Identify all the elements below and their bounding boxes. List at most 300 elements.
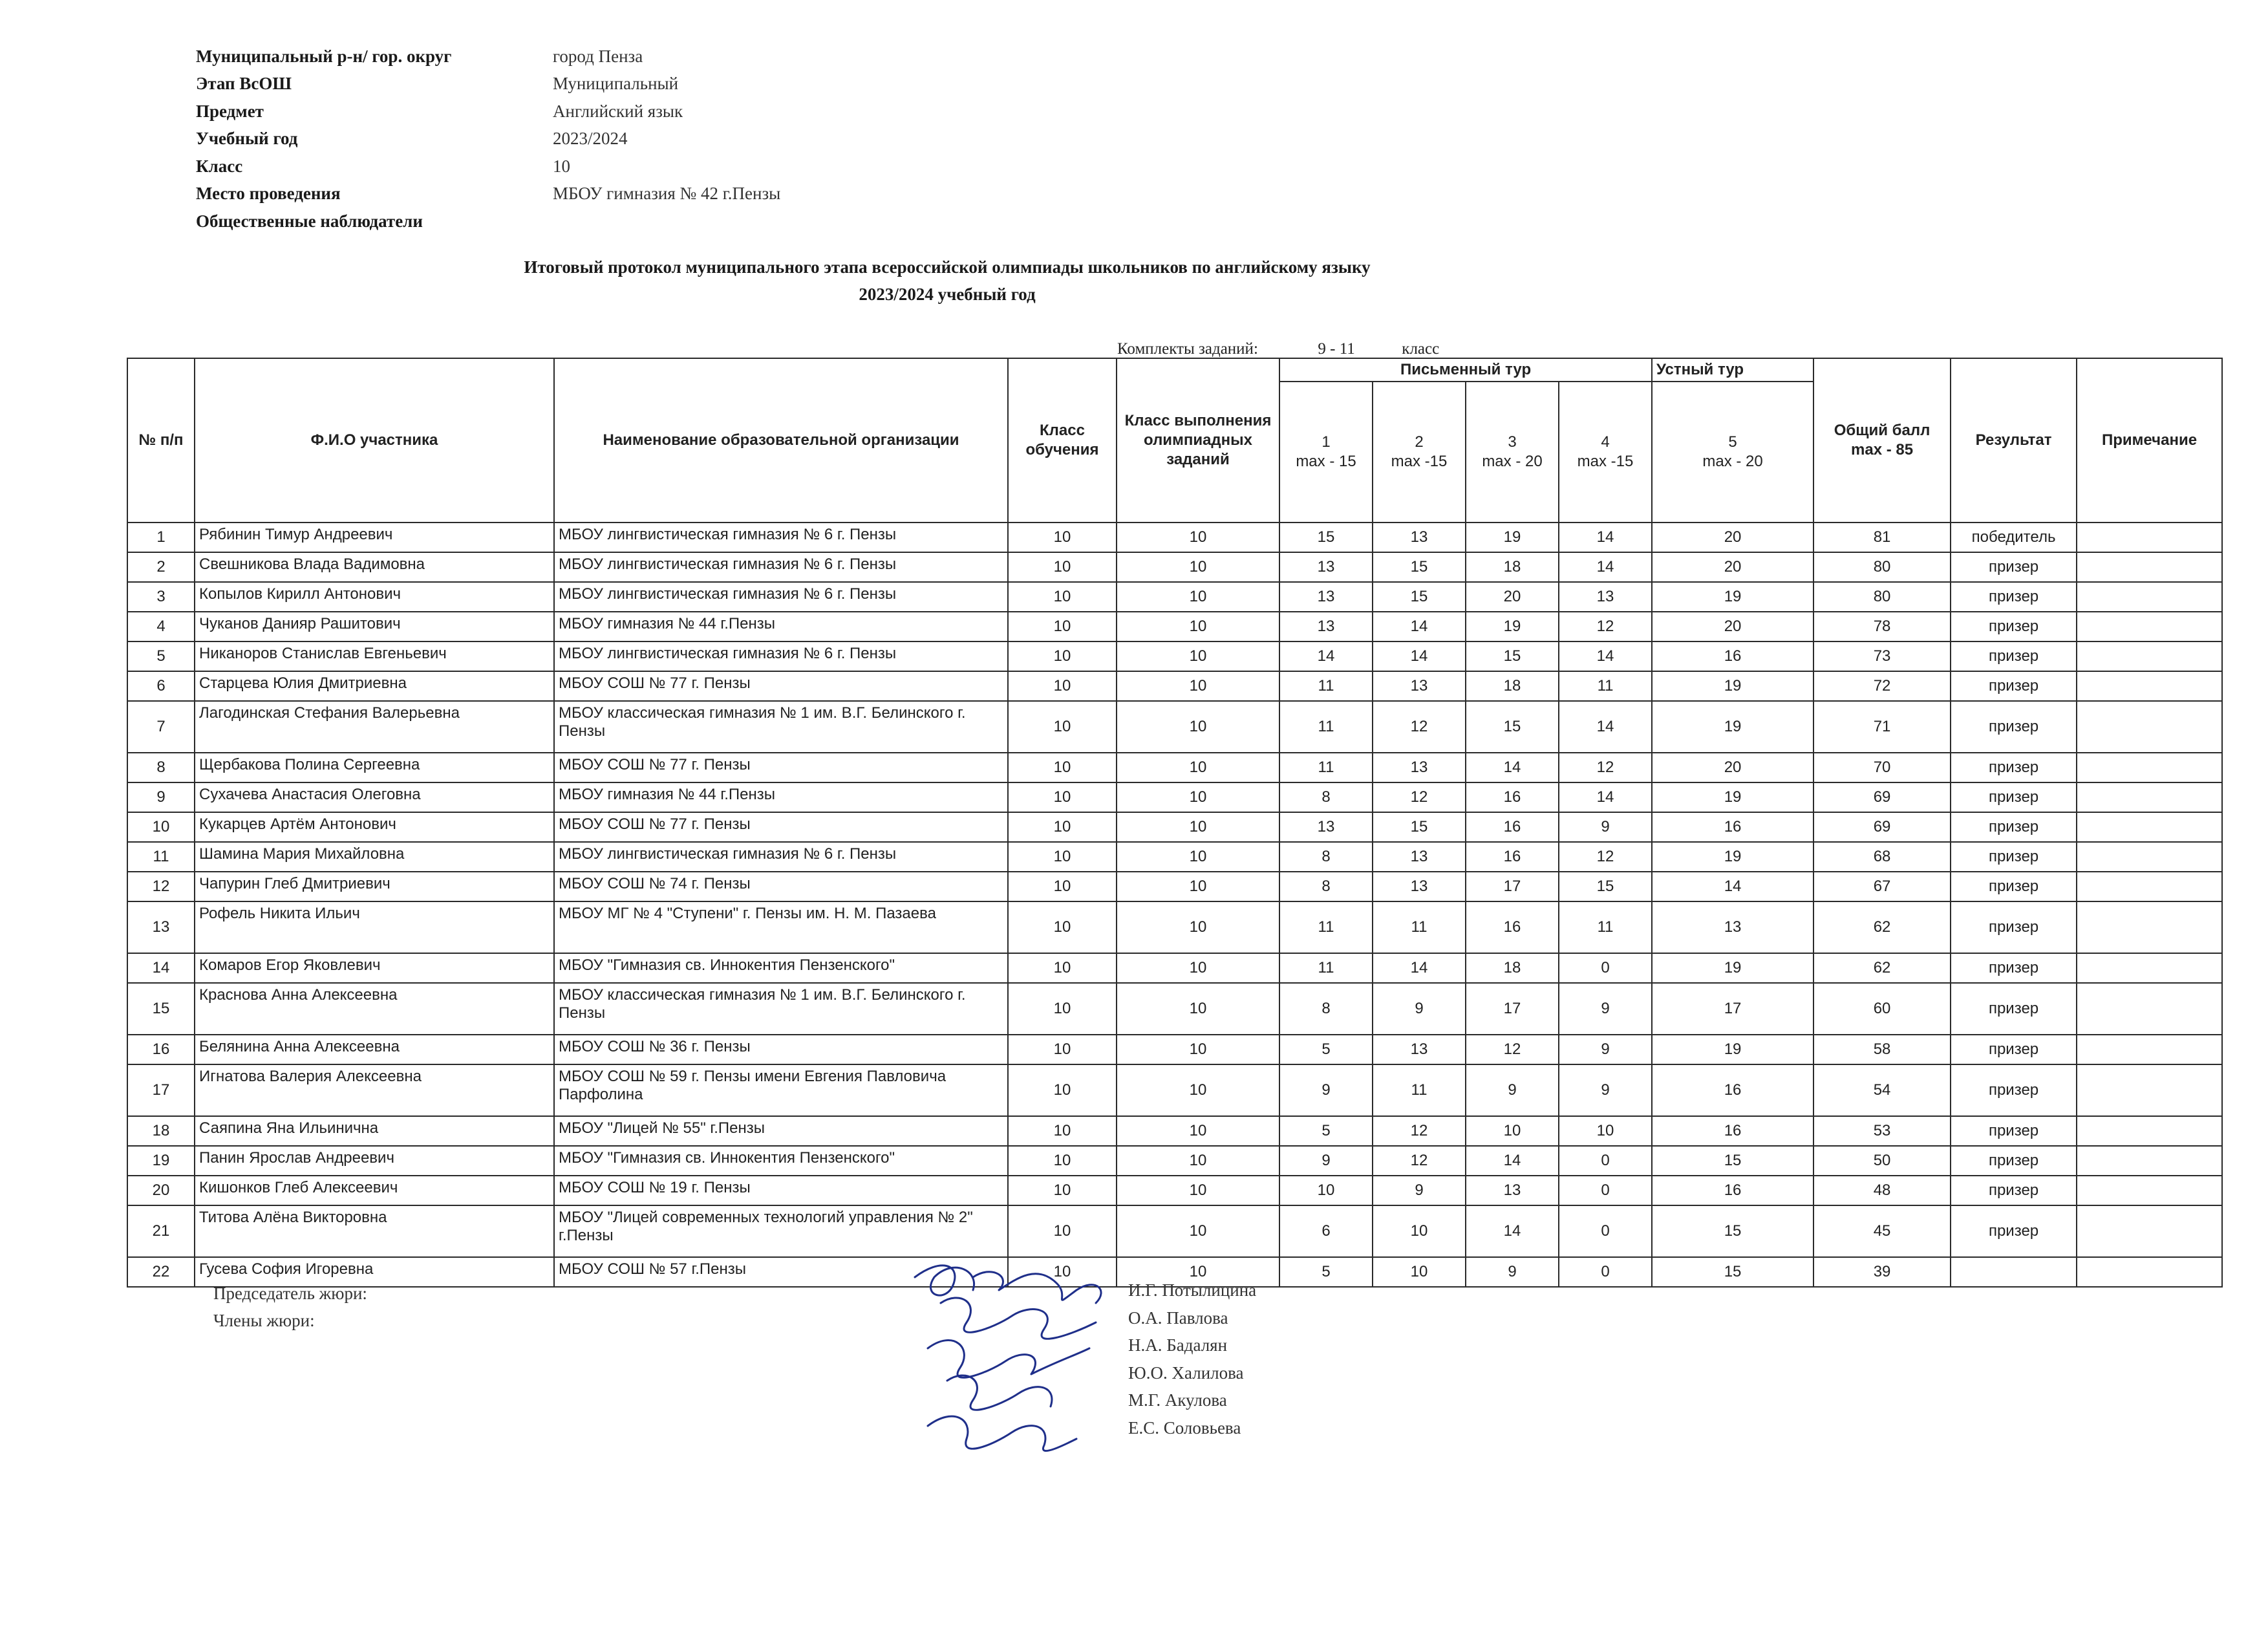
task-grade: 10 <box>1117 1064 1279 1116</box>
grade: 10 <box>1008 872 1117 901</box>
organization: МБОУ СОШ № 36 г. Пензы <box>554 1035 1008 1064</box>
score-task-3: 16 <box>1466 842 1559 872</box>
info-municipality <box>196 43 780 70</box>
score-task-3: 19 <box>1466 523 1559 552</box>
score-task-3: 16 <box>1466 901 1559 953</box>
organization: МБОУ "Лицей № 55" г.Пензы <box>554 1116 1008 1146</box>
score-task-5: 16 <box>1652 641 1813 671</box>
score-task-4: 0 <box>1559 1146 1652 1176</box>
task-grade: 10 <box>1117 1035 1279 1064</box>
task-grade: 10 <box>1117 753 1279 782</box>
grade: 10 <box>1008 1257 1117 1287</box>
score-task-4: 14 <box>1559 782 1652 812</box>
grade: 10 <box>1008 523 1117 552</box>
row-number: 8 <box>127 753 195 782</box>
jury-member: О.А. Павлова <box>1128 1308 1228 1328</box>
task-kits-label: Комплекты заданий: <box>1117 340 1258 358</box>
score-task-3: 12 <box>1466 1035 1559 1064</box>
participant-name: Щербакова Полина Сергеевна <box>195 753 554 782</box>
score-task-3: 16 <box>1466 782 1559 812</box>
score-task-4: 0 <box>1559 953 1652 983</box>
score-task-4: 15 <box>1559 872 1652 901</box>
table-row <box>127 1064 2222 1116</box>
score-task-3: 18 <box>1466 552 1559 582</box>
score-task-2: 15 <box>1373 552 1466 582</box>
info-value: Английский язык <box>553 101 683 121</box>
organization: МБОУ СОШ № 19 г. Пензы <box>554 1176 1008 1205</box>
total-score: 71 <box>1813 701 1951 753</box>
organization: МБОУ МГ № 4 "Ступени" г. Пензы им. Н. М. Пазаева <box>554 901 1008 953</box>
score-task-4: 9 <box>1559 1035 1652 1064</box>
organization: МБОУ лингвистическая гимназия № 6 г. Пензы <box>554 523 1008 552</box>
table-row <box>127 1116 2222 1146</box>
header-org: Наименование образовательной организации <box>554 358 1008 523</box>
score-task-3: 18 <box>1466 671 1559 701</box>
jury-member: Е.С. Соловьева <box>1128 1417 1241 1438</box>
table-row <box>127 1176 2222 1205</box>
participant-name: Старцева Юлия Дмитриевна <box>195 671 554 701</box>
score-task-3: 14 <box>1466 1205 1559 1257</box>
header-grade: Класс обучения <box>1008 358 1117 523</box>
total-score: 73 <box>1813 641 1951 671</box>
task-number: 4 <box>1601 433 1610 451</box>
score-task-4: 0 <box>1559 1176 1652 1205</box>
score-task-3: 10 <box>1466 1116 1559 1146</box>
task-max: max - 15 <box>1296 453 1356 470</box>
score-task-2: 15 <box>1373 582 1466 612</box>
organization: МБОУ классическая гимназия № 1 им. В.Г. Белинского г. Пензы <box>554 701 1008 753</box>
results-table <box>127 358 2223 1288</box>
header-note: Примечание <box>2077 358 2222 523</box>
score-task-5: 20 <box>1652 612 1813 641</box>
result: призер <box>1951 753 2077 782</box>
task-grade: 10 <box>1117 1205 1279 1257</box>
note <box>2077 612 2222 641</box>
header-name: Ф.И.О участника <box>195 358 554 523</box>
score-task-1: 9 <box>1279 1064 1373 1116</box>
total-score: 68 <box>1813 842 1951 872</box>
result: призер <box>1951 1035 2077 1064</box>
info-year <box>196 125 780 153</box>
note <box>2077 812 2222 842</box>
grade: 10 <box>1008 1146 1117 1176</box>
score-task-1: 8 <box>1279 782 1373 812</box>
score-task-3: 9 <box>1466 1257 1559 1287</box>
score-task-3: 9 <box>1466 1064 1559 1116</box>
task-grade: 10 <box>1117 671 1279 701</box>
result: призер <box>1951 1205 2077 1257</box>
info-label: Место проведения <box>196 184 341 204</box>
document-title: Итоговый протокол муниципального этапа всероссийской олимпиады школьников по английскому языку <box>524 257 1371 277</box>
participant-name: Кишонков Глеб Алексеевич <box>195 1176 554 1205</box>
participant-name: Лагодинская Стефания Валерьевна <box>195 701 554 753</box>
score-task-2: 13 <box>1373 872 1466 901</box>
jury-member: М.Г. Акулова <box>1128 1390 1227 1410</box>
task-number: 2 <box>1415 433 1424 451</box>
jury-list <box>1128 1280 1256 1445</box>
total-score: 62 <box>1813 901 1951 953</box>
score-task-5: 19 <box>1652 582 1813 612</box>
result: призер <box>1951 953 2077 983</box>
total-score: 48 <box>1813 1176 1951 1205</box>
score-task-3: 14 <box>1466 1146 1559 1176</box>
note <box>2077 582 2222 612</box>
note <box>2077 552 2222 582</box>
table-row <box>127 1205 2222 1257</box>
info-label: Предмет <box>196 101 264 121</box>
organization: МБОУ гимназия № 44 г.Пензы <box>554 782 1008 812</box>
total-score: 54 <box>1813 1064 1951 1116</box>
organization: МБОУ СОШ № 59 г. Пензы имени Евгения Павловича Парфолина <box>554 1064 1008 1116</box>
note <box>2077 1146 2222 1176</box>
score-task-1: 14 <box>1279 641 1373 671</box>
score-task-2: 14 <box>1373 953 1466 983</box>
participant-name: Кукарцев Артём Антонович <box>195 812 554 842</box>
result: призер <box>1951 782 2077 812</box>
score-task-5: 15 <box>1652 1257 1813 1287</box>
grade: 10 <box>1008 582 1117 612</box>
result: призер <box>1951 671 2077 701</box>
organization: МБОУ "Гимназия св. Иннокентия Пензенского" <box>554 953 1008 983</box>
info-value: МБОУ гимназия № 42 г.Пензы <box>553 184 781 204</box>
row-number: 4 <box>127 612 195 641</box>
score-task-1: 13 <box>1279 582 1373 612</box>
task-number: 1 <box>1321 433 1331 451</box>
row-number: 18 <box>127 1116 195 1146</box>
organization: МБОУ классическая гимназия № 1 им. В.Г. Белинского г. Пензы <box>554 983 1008 1035</box>
table-row <box>127 953 2222 983</box>
table-row <box>127 842 2222 872</box>
table-row <box>127 812 2222 842</box>
header-written: Письменный тур <box>1279 358 1652 382</box>
footer-labels <box>213 1284 367 1338</box>
task-max: max - 20 <box>1702 453 1763 470</box>
participant-name: Титова Алёна Викторовна <box>195 1205 554 1257</box>
task-grade: 10 <box>1117 552 1279 582</box>
score-task-5: 16 <box>1652 812 1813 842</box>
info-label: Общественные наблюдатели <box>196 211 423 231</box>
note <box>2077 901 2222 953</box>
grade: 10 <box>1008 812 1117 842</box>
result: призер <box>1951 842 2077 872</box>
header-num: № п/п <box>127 358 195 523</box>
total-score: 67 <box>1813 872 1951 901</box>
total-score: 70 <box>1813 753 1951 782</box>
score-task-5: 16 <box>1652 1116 1813 1146</box>
score-task-4: 14 <box>1559 701 1652 753</box>
participant-name: Краснова Анна Алексеевна <box>195 983 554 1035</box>
info-label: Этап ВсОШ <box>196 74 292 94</box>
task-grade: 10 <box>1117 812 1279 842</box>
score-task-5: 19 <box>1652 1035 1813 1064</box>
result <box>1951 1257 2077 1287</box>
task-grade: 10 <box>1117 1116 1279 1146</box>
grade: 10 <box>1008 901 1117 953</box>
score-task-3: 18 <box>1466 953 1559 983</box>
score-task-1: 6 <box>1279 1205 1373 1257</box>
organization: МБОУ СОШ № 77 г. Пензы <box>554 671 1008 701</box>
organization: МБОУ СОШ № 74 г. Пензы <box>554 872 1008 901</box>
task-kits-suffix: класс <box>1402 340 1440 358</box>
row-number: 21 <box>127 1205 195 1257</box>
organization: МБОУ лингвистическая гимназия № 6 г. Пензы <box>554 842 1008 872</box>
participant-name: Рофель Никита Ильич <box>195 901 554 953</box>
row-number: 5 <box>127 641 195 671</box>
score-task-1: 11 <box>1279 753 1373 782</box>
score-task-1: 13 <box>1279 552 1373 582</box>
participant-name: Никаноров Станислав Евгеньевич <box>195 641 554 671</box>
score-task-5: 17 <box>1652 983 1813 1035</box>
task-kits-range: 9 - 11 <box>1318 340 1355 358</box>
score-task-2: 12 <box>1373 782 1466 812</box>
note <box>2077 1064 2222 1116</box>
score-task-1: 11 <box>1279 953 1373 983</box>
total-score: 78 <box>1813 612 1951 641</box>
result: призер <box>1951 612 2077 641</box>
score-task-4: 12 <box>1559 612 1652 641</box>
score-task-3: 17 <box>1466 983 1559 1035</box>
members-label: Члены жюри: <box>213 1311 315 1330</box>
task-grade: 10 <box>1117 1176 1279 1205</box>
score-task-4: 9 <box>1559 983 1652 1035</box>
score-task-2: 14 <box>1373 641 1466 671</box>
note <box>2077 953 2222 983</box>
grade: 10 <box>1008 753 1117 782</box>
table-row <box>127 872 2222 901</box>
result: призер <box>1951 552 2077 582</box>
score-task-4: 10 <box>1559 1116 1652 1146</box>
header-result: Результат <box>1951 358 2077 523</box>
total-score: 58 <box>1813 1035 1951 1064</box>
results-rows <box>127 523 2222 1287</box>
score-task-5: 14 <box>1652 872 1813 901</box>
grade: 10 <box>1008 671 1117 701</box>
score-task-1: 10 <box>1279 1176 1373 1205</box>
task-grade: 10 <box>1117 582 1279 612</box>
participant-name: Копылов Кирилл Антонович <box>195 582 554 612</box>
task-max: max - 20 <box>1482 453 1543 470</box>
info-label: Класс <box>196 156 243 176</box>
participant-name: Белянина Анна Алексеевна <box>195 1035 554 1064</box>
note <box>2077 701 2222 753</box>
task-number: 3 <box>1508 433 1517 451</box>
score-task-3: 20 <box>1466 582 1559 612</box>
participant-name: Чапурин Глеб Дмитриевич <box>195 872 554 901</box>
score-task-2: 13 <box>1373 671 1466 701</box>
score-task-5: 16 <box>1652 1064 1813 1116</box>
row-number: 16 <box>127 1035 195 1064</box>
participant-name: Гусева София Игоревна <box>195 1257 554 1287</box>
info-observers <box>196 208 780 235</box>
row-number: 17 <box>127 1064 195 1116</box>
note <box>2077 872 2222 901</box>
row-number: 11 <box>127 842 195 872</box>
organization: МБОУ лингвистическая гимназия № 6 г. Пензы <box>554 552 1008 582</box>
header-task-2 <box>1373 382 1466 523</box>
organization: МБОУ "Гимназия св. Иннокентия Пензенского" <box>554 1146 1008 1176</box>
result: призер <box>1951 901 2077 953</box>
note <box>2077 753 2222 782</box>
score-task-3: 15 <box>1466 641 1559 671</box>
task-max: max -15 <box>1577 453 1634 470</box>
result: призер <box>1951 1116 2077 1146</box>
score-task-1: 5 <box>1279 1257 1373 1287</box>
score-task-4: 0 <box>1559 1257 1652 1287</box>
table-row <box>127 1035 2222 1064</box>
score-task-2: 10 <box>1373 1205 1466 1257</box>
score-task-5: 16 <box>1652 1176 1813 1205</box>
header-task-5 <box>1652 382 1813 523</box>
score-task-2: 11 <box>1373 901 1466 953</box>
organization: МБОУ лингвистическая гимназия № 6 г. Пензы <box>554 641 1008 671</box>
total-score: 69 <box>1813 812 1951 842</box>
table-row <box>127 641 2222 671</box>
score-task-4: 11 <box>1559 901 1652 953</box>
row-number: 6 <box>127 671 195 701</box>
note <box>2077 1257 2222 1287</box>
score-task-2: 12 <box>1373 1116 1466 1146</box>
participant-name: Чуканов Данияр Рашитович <box>195 612 554 641</box>
grade: 10 <box>1008 782 1117 812</box>
table-row <box>127 523 2222 552</box>
row-number: 9 <box>127 782 195 812</box>
result: призер <box>1951 983 2077 1035</box>
score-task-2: 12 <box>1373 701 1466 753</box>
note <box>2077 523 2222 552</box>
score-task-3: 17 <box>1466 872 1559 901</box>
grade: 10 <box>1008 842 1117 872</box>
task-grade: 10 <box>1117 782 1279 812</box>
score-task-2: 12 <box>1373 1146 1466 1176</box>
result: призер <box>1951 582 2077 612</box>
header-task-grade: Класс выполнения олимпиадных заданий <box>1117 358 1279 523</box>
participant-name: Сухачева Анастасия Олеговна <box>195 782 554 812</box>
participant-name: Игнатова Валерия Алексеевна <box>195 1064 554 1116</box>
score-task-4: 9 <box>1559 1064 1652 1116</box>
score-task-5: 19 <box>1652 782 1813 812</box>
task-number: 5 <box>1728 433 1737 451</box>
organization: МБОУ СОШ № 77 г. Пензы <box>554 812 1008 842</box>
table-row <box>127 612 2222 641</box>
score-task-3: 13 <box>1466 1176 1559 1205</box>
task-grade: 10 <box>1117 983 1279 1035</box>
table-row <box>127 901 2222 953</box>
organization: МБОУ гимназия № 44 г.Пензы <box>554 612 1008 641</box>
note <box>2077 671 2222 701</box>
score-task-1: 5 <box>1279 1035 1373 1064</box>
grade: 10 <box>1008 1176 1117 1205</box>
score-task-3: 16 <box>1466 812 1559 842</box>
total-score: 72 <box>1813 671 1951 701</box>
row-number: 3 <box>127 582 195 612</box>
note <box>2077 842 2222 872</box>
score-task-2: 13 <box>1373 842 1466 872</box>
score-task-4: 14 <box>1559 552 1652 582</box>
result: призер <box>1951 1146 2077 1176</box>
score-task-3: 19 <box>1466 612 1559 641</box>
score-task-1: 11 <box>1279 901 1373 953</box>
score-task-2: 13 <box>1373 1035 1466 1064</box>
row-number: 13 <box>127 901 195 953</box>
score-task-4: 12 <box>1559 753 1652 782</box>
grade: 10 <box>1008 1035 1117 1064</box>
info-value: город Пенза <box>553 46 643 66</box>
score-task-5: 19 <box>1652 701 1813 753</box>
task-grade: 10 <box>1117 872 1279 901</box>
task-grade: 10 <box>1117 641 1279 671</box>
score-task-2: 10 <box>1373 1257 1466 1287</box>
header-task-3 <box>1466 382 1559 523</box>
participant-name: Комаров Егор Яковлевич <box>195 953 554 983</box>
jury-member: Н.А. Бадалян <box>1128 1335 1228 1355</box>
task-grade: 10 <box>1117 1257 1279 1287</box>
result: призер <box>1951 641 2077 671</box>
score-task-5: 20 <box>1652 523 1813 552</box>
grade: 10 <box>1008 1116 1117 1146</box>
row-number: 12 <box>127 872 195 901</box>
task-grade: 10 <box>1117 901 1279 953</box>
participant-name: Свешникова Влада Вадимовна <box>195 552 554 582</box>
table-row <box>127 701 2222 753</box>
task-max: max -15 <box>1391 453 1448 470</box>
result: призер <box>1951 1064 2077 1116</box>
info-venue <box>196 180 780 208</box>
score-task-2: 14 <box>1373 612 1466 641</box>
grade: 10 <box>1008 641 1117 671</box>
header-task-1 <box>1279 382 1373 523</box>
table-row <box>127 582 2222 612</box>
grade: 10 <box>1008 612 1117 641</box>
row-number: 15 <box>127 983 195 1035</box>
note <box>2077 1205 2222 1257</box>
task-grade: 10 <box>1117 701 1279 753</box>
score-task-1: 11 <box>1279 701 1373 753</box>
row-number: 22 <box>127 1257 195 1287</box>
jury-member: И.Г. Потылицина <box>1128 1280 1257 1300</box>
task-grade: 10 <box>1117 953 1279 983</box>
note <box>2077 641 2222 671</box>
score-task-1: 11 <box>1279 671 1373 701</box>
task-grade: 10 <box>1117 842 1279 872</box>
table-row <box>127 1146 2222 1176</box>
score-task-5: 15 <box>1652 1205 1813 1257</box>
score-task-4: 13 <box>1559 582 1652 612</box>
grade: 10 <box>1008 983 1117 1035</box>
note <box>2077 1035 2222 1064</box>
task-kits <box>1117 340 1439 358</box>
score-task-1: 9 <box>1279 1146 1373 1176</box>
score-task-1: 8 <box>1279 983 1373 1035</box>
score-task-4: 12 <box>1559 842 1652 872</box>
total-score: 53 <box>1813 1116 1951 1146</box>
grade: 10 <box>1008 953 1117 983</box>
score-task-5: 19 <box>1652 953 1813 983</box>
score-task-4: 9 <box>1559 812 1652 842</box>
score-task-5: 20 <box>1652 552 1813 582</box>
score-task-1: 13 <box>1279 612 1373 641</box>
task-grade: 10 <box>1117 523 1279 552</box>
participant-name: Рябинин Тимур Андреевич <box>195 523 554 552</box>
total-score: 80 <box>1813 552 1951 582</box>
score-task-1: 5 <box>1279 1116 1373 1146</box>
grade: 10 <box>1008 1064 1117 1116</box>
jury-member: Ю.О. Халилова <box>1128 1363 1244 1383</box>
note <box>2077 983 2222 1035</box>
score-task-4: 14 <box>1559 641 1652 671</box>
info-label: Муниципальный р-н/ гор. округ <box>196 46 452 66</box>
score-task-5: 19 <box>1652 671 1813 701</box>
info-value: Муниципальный <box>553 74 679 94</box>
